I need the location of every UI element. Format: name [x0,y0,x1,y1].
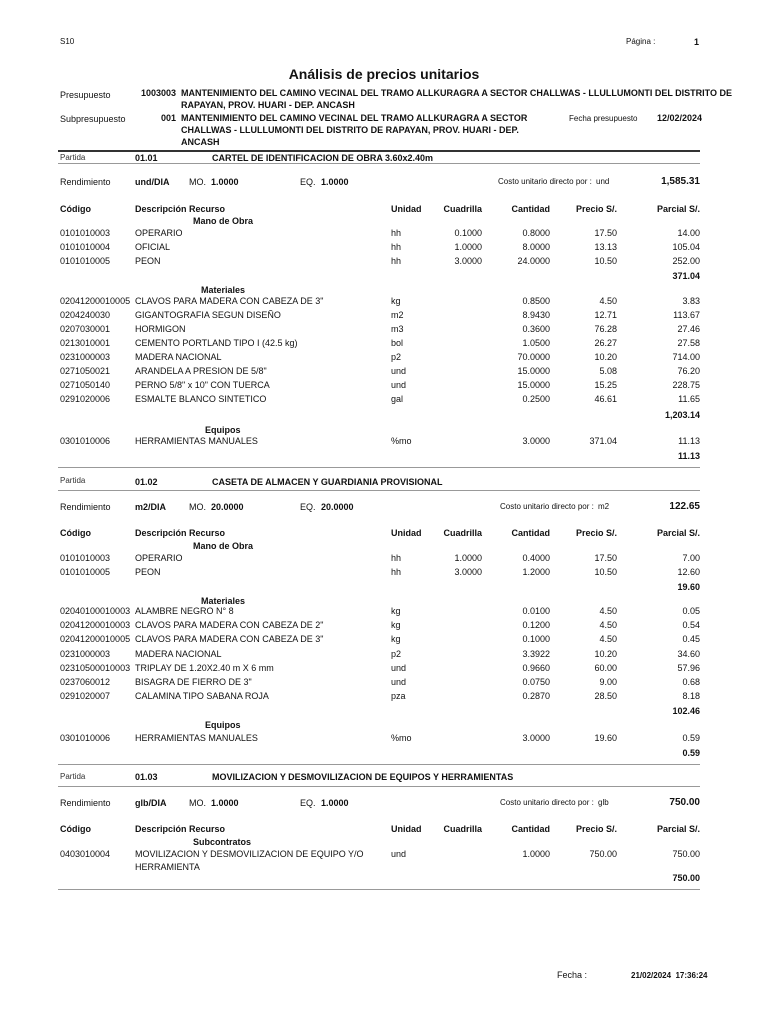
row-unit: kg [391,634,401,644]
row-cantidad: 24.0000 [517,256,550,266]
row-parcial: 714.00 [672,352,700,362]
subpresupuesto-code: 001 [161,113,177,123]
report-code: S10 [60,37,75,46]
row-precio: 10.50 [594,256,617,266]
row-cuadrilla: 1.0000 [454,242,482,252]
row-unit: m2 [391,310,404,320]
column-header-precio: Precio S/. [575,204,617,214]
row-parcial: 14.00 [677,228,700,238]
column-header-cantidad: Cantidad [511,528,550,538]
rendimiento-label: Rendimiento [60,177,111,187]
row-precio: 28.50 [594,691,617,701]
partida-divider [58,490,700,491]
row-cantidad: 15.0000 [517,366,550,376]
row-cantidad: 0.3600 [522,324,550,334]
group-subtotal: 19.60 [677,582,700,592]
page-number: 1 [694,37,700,47]
presupuesto-description-line2: RAPAYAN, PROV. HUARI - DEP. ANCASH [181,100,355,110]
row-parcial: 12.60 [677,567,700,577]
row-cuadrilla: 1.0000 [454,553,482,563]
partida-title: CASETA DE ALMACEN Y GUARDIANIA PROVISIONAL [212,477,443,487]
row-parcial: 34.60 [677,649,700,659]
row-parcial: 113.67 [673,310,700,320]
row-cantidad: 3.0000 [522,436,550,446]
row-code: 0403010004 [60,849,111,859]
row-code: 0291020007 [60,691,111,701]
costo-total: 750.00 [669,797,700,808]
row-precio: 371.04 [589,436,617,446]
row-cuadrilla: 3.0000 [454,567,482,577]
row-description: HERRAMIENTAS MANUALES [135,436,258,446]
group-title: Equipos [205,720,241,730]
group-subtotal: 1,203.14 [664,410,700,420]
group-subtotal: 11.13 [677,451,700,461]
row-code: 0101010005 [60,567,111,577]
row-unit: und [391,663,407,673]
row-parcial: 76.20 [677,366,700,376]
row-code: 0204240030 [60,310,111,320]
row-cantidad: 3.0000 [522,733,550,743]
row-cantidad: 15.0000 [517,380,550,390]
row-description: PEON [135,567,161,577]
eq-value: 20.0000 [321,502,354,512]
row-cantidad: 1.0500 [522,338,550,348]
mo-value: 20.0000 [211,502,244,512]
group-subtotal: 371.04 [672,271,700,281]
row-unit: bol [391,338,404,348]
row-code: 0231000003 [60,352,111,362]
row-unit: %mo [391,436,412,446]
row-cantidad: 0.0750 [522,677,550,687]
costo-unit: m2 [598,502,610,511]
presupuesto-label: Presupuesto [60,90,111,100]
subpresupuesto-label: Subpresupuesto [60,114,126,124]
rendimiento-unit: und/DIA [135,177,170,187]
row-unit: m3 [391,324,404,334]
subpresupuesto-description-line2: CHALLWAS - LLULLUMONTI DEL DISTRITO DE RAPAYAN, PROV. HUARI - DEP. [181,125,519,135]
row-precio: 76.28 [594,324,617,334]
column-header-codigo: Código [60,204,91,214]
eq-value: 1.0000 [321,798,349,808]
row-description: CALAMINA TIPO SABANA ROJA [135,691,269,701]
row-precio: 46.61 [594,394,617,404]
row-description: BISAGRA DE FIERRO DE 3" [135,677,252,687]
row-description: OPERARIO [135,228,183,238]
group-title: Materiales [201,596,246,606]
rendimiento-unit: glb/DIA [135,798,167,808]
row-description: CLAVOS PARA MADERA CON CABEZA DE 2" [135,620,324,630]
row-description: PERNO 5/8" x 10" CON TUERCA [135,380,270,390]
row-cantidad: 0.8500 [522,296,550,306]
row-parcial: 57.96 [677,663,700,673]
row-description: CLAVOS PARA MADERA CON CABEZA DE 3" [135,634,324,644]
row-parcial: 8.18 [682,691,700,701]
row-unit: hh [391,228,402,238]
partida-divider [58,163,700,164]
rendimiento-label: Rendimiento [60,502,111,512]
column-header-codigo: Código [60,528,91,538]
subpresupuesto-description-line3: ANCASH [181,137,220,147]
eq-label: EQ. [300,798,316,808]
row-code: 0207030001 [60,324,111,334]
row-code: 0301010006 [60,436,111,446]
row-code: 0101010003 [60,228,111,238]
row-precio: 5.08 [599,366,617,376]
eq-label: EQ. [300,177,316,187]
row-unit: pza [391,691,406,701]
row-unit: %mo [391,733,412,743]
row-code: 0271050021 [60,366,111,376]
row-description: ALAMBRE NEGRO N° 8 [135,606,234,616]
partida-title: CARTEL DE IDENTIFICACION DE OBRA 3.60x2.40m [212,153,434,163]
section-divider [58,889,700,890]
row-description: CEMENTO PORTLAND TIPO I (42.5 kg) [135,338,298,348]
eq-value: 1.0000 [321,177,349,187]
row-description: PEON [135,256,161,266]
column-header-unidad: Unidad [391,528,422,538]
rendimiento-unit: m2/DIA [135,502,167,512]
row-cuadrilla: 0.1000 [454,228,482,238]
row-parcial: 11.13 [678,436,700,446]
costo-unit: und [596,177,610,186]
row-description: ARANDELA A PRESION DE 5/8" [135,366,267,376]
column-header-codigo: Código [60,824,91,834]
row-code: 02041200010005 [60,296,131,306]
row-precio: 9.00 [599,677,617,687]
row-unit: und [391,366,407,376]
row-parcial: 228.75 [672,380,700,390]
partida-code: 01.01 [135,153,158,163]
presupuesto-code: 1003003 [141,88,177,98]
row-parcial: 0.05 [682,606,700,616]
costo-label: Costo unitario directo por : [498,177,592,186]
row-code: 0101010003 [60,553,111,563]
presupuesto-description-line1: MANTENIMIENTO DEL CAMINO VECINAL DEL TRAMO ALLKURAGRA A SECTOR CHALLWAS - LLULLUMONTI DEL DISTRITO DE [181,88,732,98]
row-precio: 10.20 [594,649,617,659]
row-unit: p2 [391,352,402,362]
footer-fecha-value: 21/02/2024 17:36:24 [631,971,708,980]
group-subtotal: 102.46 [672,706,700,716]
row-precio: 60.00 [594,663,617,673]
partida-code: 01.03 [135,772,158,782]
row-precio: 15.25 [594,380,617,390]
partida-title: MOVILIZACION Y DESMOVILIZACION DE EQUIPOS Y HERRAMIENTAS [212,772,514,782]
footer-fecha-label: Fecha : [557,970,588,980]
row-precio: 10.20 [594,352,617,362]
costo-unit: glb [598,798,609,807]
row-cantidad: 1.0000 [522,849,550,859]
row-precio: 19.60 [594,733,617,743]
row-unit: kg [391,620,401,630]
row-parcial: 0.54 [682,620,700,630]
fecha-presupuesto-value: 12/02/2024 [657,113,703,123]
row-unit: und [391,849,407,859]
section-divider [58,467,700,468]
column-header-descripcion: Descripción Recurso [135,204,226,214]
row-parcial: 0.59 [682,733,700,743]
row-precio: 750.00 [589,849,617,859]
rendimiento-label: Rendimiento [60,798,111,808]
row-precio: 26.27 [594,338,617,348]
row-cantidad: 0.1200 [522,620,550,630]
row-unit: hh [391,553,402,563]
row-parcial: 0.68 [682,677,700,687]
subpresupuesto-description-line1: MANTENIMIENTO DEL CAMINO VECINAL DEL TRAMO ALLKURAGRA A SECTOR [181,113,528,123]
group-subtotal: 0.59 [682,748,700,758]
row-cantidad: 8.9430 [522,310,550,320]
column-header-parcial: Parcial S/. [656,824,700,834]
row-parcial: 252.00 [672,256,700,266]
section-divider [58,150,700,152]
partida-code: 01.02 [135,477,158,487]
row-unit: und [391,380,407,390]
row-precio: 4.50 [599,620,617,630]
row-description: HERRAMIENTAS MANUALES [135,733,258,743]
row-cantidad: 0.0100 [522,606,550,616]
row-description: TRIPLAY DE 1.20X2.40 m X 6 mm [135,663,274,673]
row-code: 02041200010003 [60,620,131,630]
row-description: GIGANTOGRAFIA SEGUN DISEÑO [135,310,281,320]
partida-divider [58,786,700,787]
section-divider [58,764,700,765]
column-header-cantidad: Cantidad [511,824,550,834]
column-header-descripcion: Descripción Recurso [135,824,226,834]
row-code: 0231000003 [60,649,111,659]
column-header-parcial: Parcial S/. [656,204,700,214]
row-code: 0213010001 [60,338,111,348]
row-precio: 10.50 [594,567,617,577]
row-unit: kg [391,606,401,616]
row-cantidad: 8.0000 [522,242,550,252]
column-header-unidad: Unidad [391,204,422,214]
row-unit: kg [391,296,401,306]
group-title: Materiales [201,285,246,295]
row-code: 0291020006 [60,394,111,404]
row-parcial: 105.04 [672,242,700,252]
row-code: 0237060012 [60,677,111,687]
row-parcial: 3.83 [682,296,700,306]
costo-label: Costo unitario directo por : [500,502,594,511]
row-description: CLAVOS PARA MADERA CON CABEZA DE 3" [135,296,324,306]
mo-value: 1.0000 [211,798,239,808]
row-precio: 13.13 [594,242,617,252]
mo-label: MO. [189,502,206,512]
row-cuadrilla: 3.0000 [454,256,482,266]
row-code: 0101010005 [60,256,111,266]
row-description: MADERA NACIONAL [135,649,222,659]
mo-value: 1.0000 [211,177,239,187]
row-code: 0271050140 [60,380,111,390]
row-parcial: 27.46 [677,324,700,334]
column-header-cuadrilla: Cuadrilla [443,204,482,214]
partida-label: Partida [60,772,86,781]
row-unit: gal [391,394,404,404]
row-unit: hh [391,256,402,266]
row-unit: p2 [391,649,402,659]
row-cantidad: 3.3922 [522,649,550,659]
row-unit: und [391,677,407,687]
column-header-cantidad: Cantidad [511,204,550,214]
column-header-cuadrilla: Cuadrilla [443,824,482,834]
fecha-presupuesto-label: Fecha presupuesto [569,114,638,123]
column-header-cuadrilla: Cuadrilla [443,528,482,538]
row-cantidad: 0.2870 [522,691,550,701]
group-title: Mano de Obra [193,216,254,226]
row-parcial: 750.00 [672,849,700,859]
row-description: MOVILIZACION Y DESMOVILIZACION DE EQUIPO Y/O [135,849,364,859]
row-cantidad: 70.0000 [517,352,550,362]
mo-label: MO. [189,177,206,187]
row-precio: 17.50 [594,228,617,238]
group-title: Subcontratos [193,837,252,847]
partida-label: Partida [60,153,86,162]
group-title: Equipos [205,425,241,435]
row-code: 0301010006 [60,733,111,743]
row-precio: 4.50 [599,606,617,616]
row-cantidad: 1.2000 [522,567,550,577]
mo-label: MO. [189,798,206,808]
group-subtotal: 750.00 [672,873,700,883]
partida-label: Partida [60,476,86,485]
row-precio: 12.71 [594,310,617,320]
costo-total: 122.65 [669,501,700,512]
column-header-parcial: Parcial S/. [656,528,700,538]
row-description: OPERARIO [135,553,183,563]
row-unit: hh [391,567,402,577]
row-description: OFICIAL [135,242,171,252]
costo-total: 1,585.31 [661,176,700,187]
group-title: Mano de Obra [193,541,254,551]
row-precio: 17.50 [594,553,617,563]
row-precio: 4.50 [599,634,617,644]
row-code: 0101010004 [60,242,111,252]
row-parcial: 7.00 [682,553,700,563]
row-cantidad: 0.2500 [522,394,550,404]
row-parcial: 27.58 [677,338,700,348]
column-header-precio: Precio S/. [575,824,617,834]
row-code: 02041200010005 [60,634,131,644]
row-precio: 4.50 [599,296,617,306]
row-unit: hh [391,242,402,252]
row-cantidad: 0.1000 [522,634,550,644]
row-description: MADERA NACIONAL [135,352,222,362]
row-cantidad: 0.4000 [522,553,550,563]
column-header-unidad: Unidad [391,824,422,834]
row-cantidad: 0.9660 [522,663,550,673]
page-title: Análisis de precios unitarios [288,66,480,82]
page-label: Página : [626,37,656,46]
eq-label: EQ. [300,502,316,512]
row-description: HORMIGON [135,324,186,334]
costo-label: Costo unitario directo por : [500,798,594,807]
row-parcial: 11.65 [678,394,700,404]
row-code: 02040100010003 [60,606,131,616]
row-cantidad: 0.8000 [522,228,550,238]
row-description-cont: HERRAMIENTA [135,862,200,872]
row-parcial: 0.45 [682,634,700,644]
row-code: 02310500010003 [60,663,131,673]
column-header-precio: Precio S/. [575,528,617,538]
row-description: ESMALTE BLANCO SINTETICO [135,394,267,404]
column-header-descripcion: Descripción Recurso [135,528,226,538]
